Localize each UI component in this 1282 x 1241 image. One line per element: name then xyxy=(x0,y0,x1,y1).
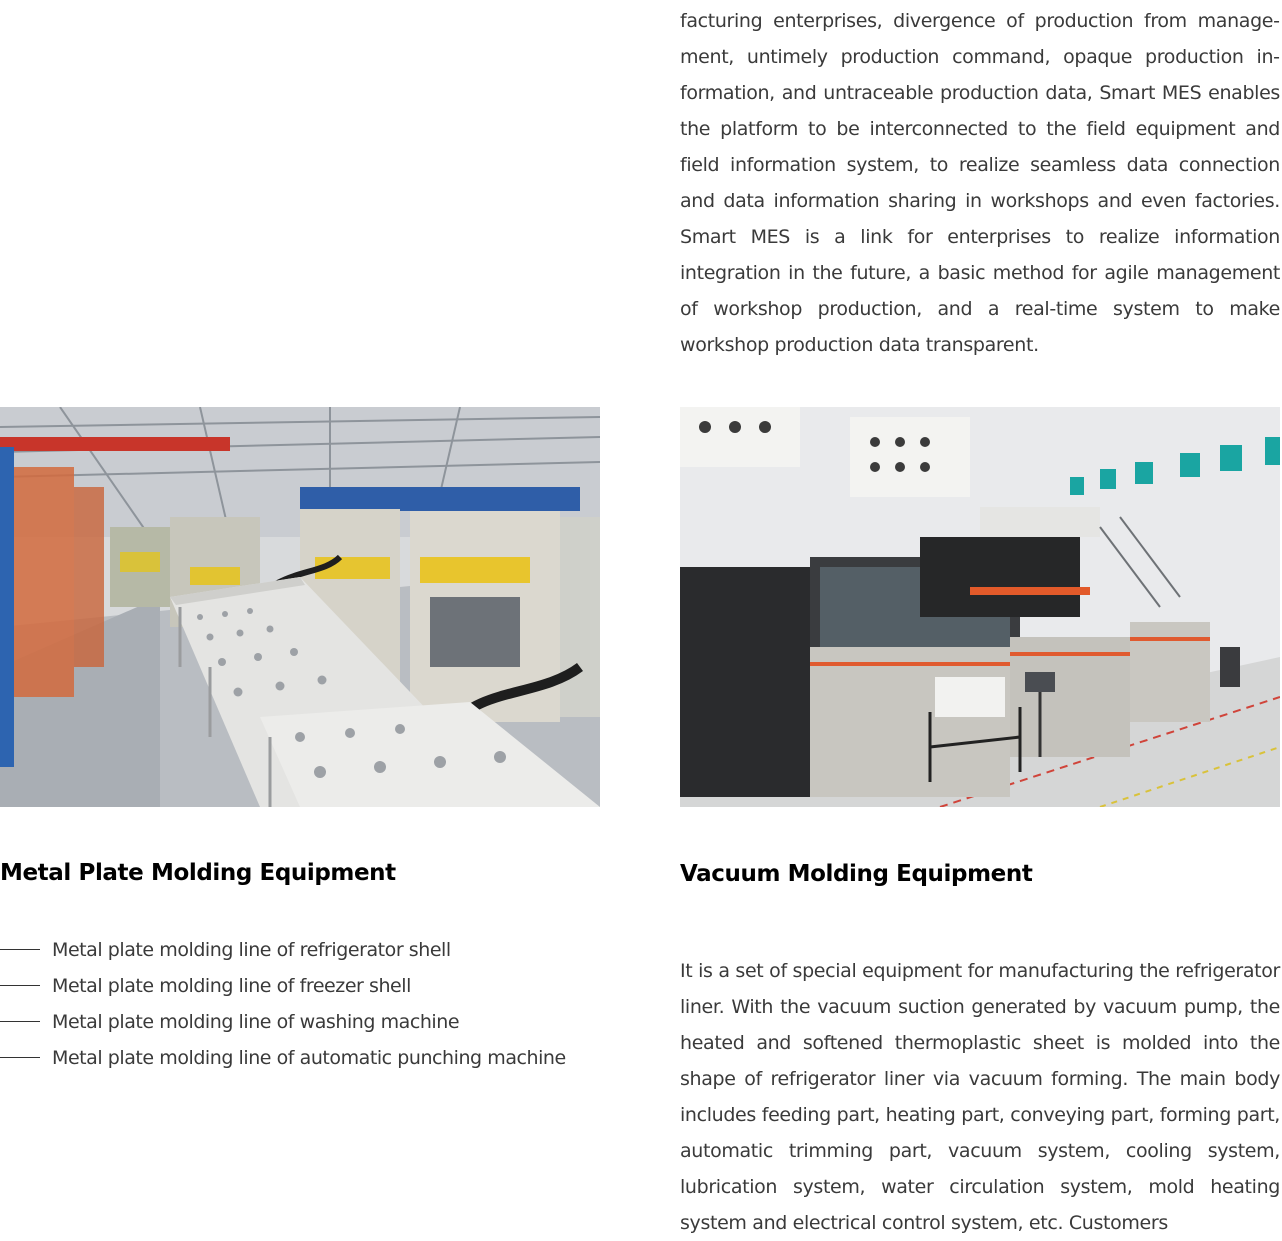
list-item-text: Metal plate molding line of refrigerator shell xyxy=(52,939,451,961)
list-item xyxy=(0,1004,610,1040)
vacuum-description-paragraph: It is a set of special equipment for manufacturing the refrigerator liner. With the vacuum suction generated by vacuum pump, the heated and softened thermoplastic sheet is molded into the shape of refrigerator liner via vacuum forming. The main body includes feeding part, heating part, conveying part, forming part, automatic trimming part, vacuum system, cooling system, lubrication system, water circulation system, mold heating system and electrical control system, etc. Customers xyxy=(680,960,1280,1234)
list-item-text: Metal plate molding line of automatic punching machine xyxy=(52,1047,566,1069)
list-item-text: Metal plate molding line of freezer shell xyxy=(52,975,411,997)
list-item xyxy=(0,1040,610,1076)
metal-plate-item-list xyxy=(0,932,610,1076)
vacuum-molding-photo xyxy=(680,407,1280,807)
list-item-text: Metal plate molding line of washing machine xyxy=(52,1011,460,1033)
list-item xyxy=(0,932,610,968)
dash-icon xyxy=(0,1021,40,1022)
dash-icon xyxy=(0,985,40,986)
vacuum-section-title: Vacuum Molding Equipment xyxy=(680,861,1033,887)
dash-icon xyxy=(0,949,40,950)
metal-plate-molding-photo xyxy=(0,407,600,807)
intro-paragraph: facturing enterprises, divergence of production from management, untimely production command, opaque production information, and untraceable production data, Smart MES enables the platform to be interconnected to the field equipment and field information system, to realize seamless data connection and data information sharing in workshops and even factories. Smart MES is a link for enterprises to realize information integration in the future, a basic method for agile management of workshop production, and a real-time system to make workshop production data transparent. xyxy=(680,10,1280,356)
dash-icon xyxy=(0,1057,40,1058)
list-item xyxy=(0,968,610,1004)
metal-plate-section-title: Metal Plate Molding Equipment xyxy=(0,860,396,886)
